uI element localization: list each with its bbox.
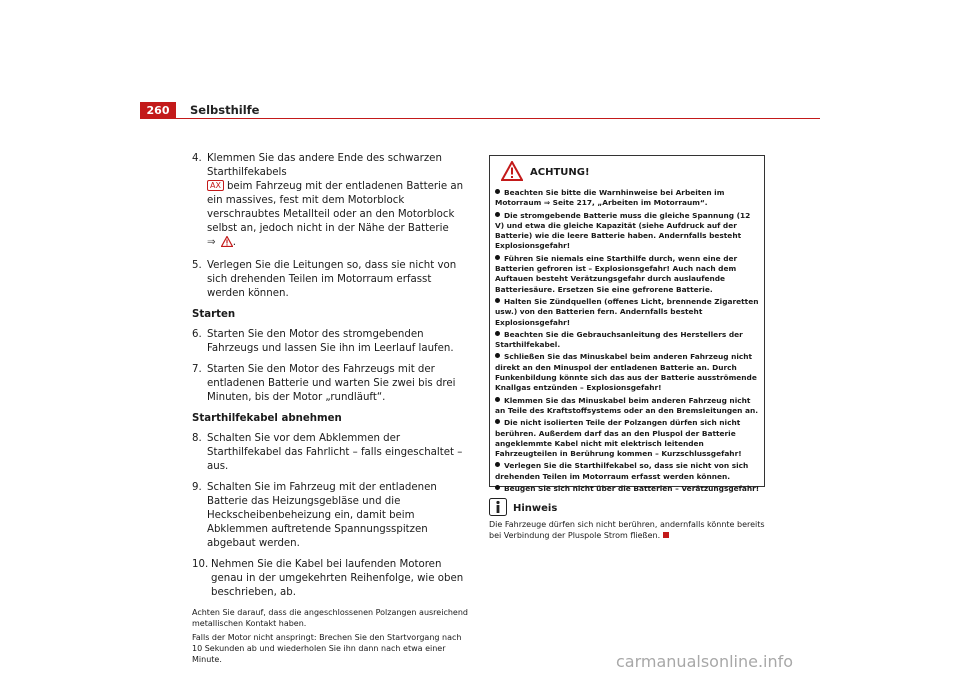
warning-bullet [495,211,760,252]
bullet-dot-icon [495,331,500,336]
end-of-section-icon [663,532,669,538]
warning-header [501,162,760,184]
page-header [140,102,820,119]
header-divider [140,118,820,119]
reference-end: . [232,237,237,248]
step-10 [192,558,468,600]
warning-bullet-text: Die stromgebende Batterie muss die gleiche Spannung (12 V) und etwa die gleiche Kapazität (siehe Aufdruck auf der Batterie) wie die leere Batterie haben. Andernfalls besteht Explosionsgefahr! [495,210,751,251]
bullet-dot-icon [495,485,500,490]
step-4 [192,152,468,252]
warning-bullet [495,484,760,494]
section-heading-starten: Starten [192,309,236,320]
reference-arrow[interactable]: ⇒ [207,237,216,248]
step-number: 4. [192,153,202,164]
step-number: 9. [192,482,202,493]
notes-block [192,607,468,665]
warning-bullet-text: Verlegen Sie die Starthilfekabel so, dass sie nicht von sich drehenden Teilen im Motorraum erfasst werden können. [495,461,749,481]
note-restart: Falls der Motor nicht anspringt: Brechen Sie den Startvorgang nach 10 Sekunden ab und wiederholen Sie ihn dann nach etwa einer Minute. [192,633,462,664]
step-text: Verlegen Sie die Leitungen so, dass sie nicht von sich drehenden Teilen im Motorraum erfasst werden können. [207,260,457,299]
note-section [489,499,765,541]
section-heading-abnehmen: Starthilfekabel abnehmen [192,413,342,424]
info-note-icon [489,498,507,519]
bullet-dot-icon [495,255,500,260]
bullet-dot-icon [495,462,500,467]
step-number: 6. [192,329,202,340]
step-9 [192,481,468,551]
bullet-dot-icon [495,298,500,303]
step-text: Klemmen Sie das andere Ende des schwarzen Starthilfekabels [207,153,442,178]
warning-triangle-icon [501,161,523,184]
bullet-dot-icon [495,397,500,402]
note-title: Hinweis [513,502,558,514]
warning-bullet-text: Die nicht isolierten Teile der Polzangen dürfen sich nicht berühren. Außerdem darf das an den Pluspol der Batterie angeklemmte Kabel nicht mit elektrisch leitenden Fahrzeugteilen in Berührung kommen – Kurzschlussgefahr! [495,418,742,459]
step-text: Schalten Sie im Fahrzeug mit der entladenen Batterie das Heizungsgebläse und die Heckscheibenbeheizung ein, damit beim Abklemmen auftretende Spannungsspitzen abgebaut werden. [207,482,437,549]
bullet-dot-icon [495,353,500,358]
page-title: Selbsthilfe [190,103,260,117]
step-text: Starten Sie den Motor des Fahrzeugs mit der entladenen Batterie und warten Sie zwei bis drei Minuten, bis der Motor „rundläuft“. [207,364,456,403]
note-header [489,499,765,517]
warning-bullet-text: Beachten Sie bitte die Warnhinweise bei Arbeiten im Motorraum ⇒ Seite 217, „Arbeiten im Motorraum“. [495,188,725,208]
warning-bullet-text: Führen Sie niemals eine Starthilfe durch, wenn eine der Batterien gefroren ist – Explosionsgefahr! Auch nach dem Auftauen besteht Verätzungsgefahr durch auslaufende Batteriesäure. Ersetzen Sie eine gefrorene Batterie. [495,253,738,294]
step-6 [192,328,468,356]
warning-bullet-text: Schließen Sie das Minuskabel beim anderen Fahrzeug nicht direkt an den Minuspol der entladenen Batterie an. Durch Funkenbildung könnte sich das aus der Batterie ausströmende Knallgas entzünden – Explosionsgefahr! [495,352,757,393]
step-8 [192,432,468,474]
bullet-dot-icon [495,212,500,217]
warning-bullet [495,396,760,417]
warning-bullet-text: Beugen Sie sich nicht über die Batterien – Verätzungsgefahr! [504,484,760,494]
step-number: 5. [192,260,202,271]
warning-bullet [495,254,760,295]
step-number: 8. [192,433,202,444]
warning-bullet-text: Halten Sie Zündquellen (offenes Licht, brennende Zigaretten usw.) von den Batterien fern. Andernfalls besteht Explosionsgefahr! [495,296,759,327]
warning-bullet [495,330,760,351]
note-body [489,519,765,541]
page-number: 260 [140,102,176,119]
warning-bullet [495,188,760,209]
bullet-dot-icon [495,189,500,194]
warning-bullet [495,352,760,393]
step-number: 7. [192,364,202,375]
step-text: Nehmen Sie die Kabel bei laufenden Motoren genau in der umgekehrten Reihenfolge, wie oben beschrieben, ab. [211,559,464,598]
bullet-dot-icon [495,419,500,424]
warning-triangle-icon[interactable] [221,236,233,252]
note-text: Die Fahrzeuge dürfen sich nicht berühren, andernfalls könnte bereits bei Verbindung der Pluspole Strom fließen. [489,520,765,540]
warning-bullet-text: Klemmen Sie das Minuskabel beim anderen Fahrzeug nicht an Teile des Kraftstoffsystems oder an den Bremsleitungen an. [495,395,759,415]
step-text-cont: beim Fahrzeug mit der entladenen Batterie an ein massives, fest mit dem Motorblock verschraubtes Metallteil oder an den Motorblock selbst an, jedoch nicht in der Nähe der Batterie [207,181,464,234]
warning-title: ACHTUNG! [530,166,590,178]
step-7 [192,363,468,405]
warning-bullet [495,297,760,328]
step-5 [192,259,468,301]
ax-callout-badge: AX [207,180,224,191]
note-contact: Achten Sie darauf, dass die angeschlossenen Polzangen ausreichend metallischen Kontakt haben. [192,608,468,628]
step-number: 10. [192,559,209,570]
step-text: Starten Sie den Motor des stromgebenden Fahrzeugs und lassen Sie ihn im Leerlauf laufen. [207,329,454,354]
watermark: carmanualsonline.info [616,652,794,671]
warning-bullet [495,461,760,482]
step-text: Schalten Sie vor dem Abklemmen der Starthilfekabel das Fahrlicht – falls eingeschaltet – aus. [207,433,463,472]
warning-bullet-text: Beachten Sie die Gebrauchsanleitung des Herstellers der Starthilfekabel. [495,329,743,350]
warning-bullet [495,418,760,459]
instructions-column [192,152,468,668]
warning-box [489,155,765,494]
